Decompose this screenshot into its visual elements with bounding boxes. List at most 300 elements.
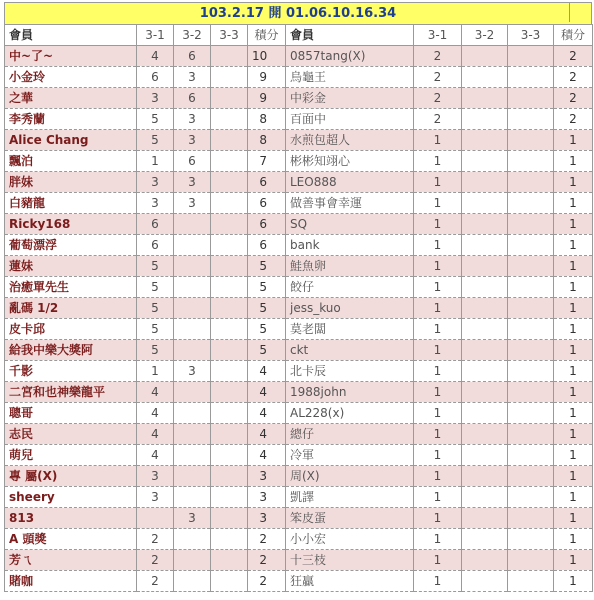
points-left: 9: [248, 67, 286, 88]
score-3-1-left: 2: [137, 571, 174, 592]
score-3-1-left: 6: [137, 235, 174, 256]
points-right: 1: [554, 403, 593, 424]
member-name-right: ckt: [286, 340, 414, 361]
table-row: [5, 340, 593, 361]
score-3-1-right: 1: [414, 550, 462, 571]
points-left: 4: [248, 361, 286, 382]
score-3-2-left: [174, 550, 211, 571]
score-3-2-left: [174, 298, 211, 319]
score-3-1-left: 4: [137, 382, 174, 403]
score-table-body: [5, 25, 593, 592]
score-3-3-right: [508, 487, 554, 508]
member-name-left: 胖妹: [5, 172, 137, 193]
points-left: 5: [248, 340, 286, 361]
score-3-3-right: [508, 466, 554, 487]
points-right: 1: [554, 508, 593, 529]
member-name-right: 凱譯: [286, 487, 414, 508]
score-3-2-right: [462, 361, 508, 382]
score-3-3-left: [211, 88, 248, 109]
score-3-3-left: [211, 67, 248, 88]
points-right: 2: [554, 109, 593, 130]
points-left: 6: [248, 172, 286, 193]
points-left: 5: [248, 298, 286, 319]
score-3-1-right: 2: [414, 88, 462, 109]
score-3-3-left: [211, 172, 248, 193]
points-left: 7: [248, 151, 286, 172]
score-3-1-left: 3: [137, 466, 174, 487]
table-row: [5, 256, 593, 277]
table-row: [5, 67, 593, 88]
points-left: 2: [248, 529, 286, 550]
table-row: [5, 298, 593, 319]
score-3-3-right: [508, 550, 554, 571]
score-3-3-right: [508, 361, 554, 382]
score-3-2-right: [462, 109, 508, 130]
member-name-right: 冷軍: [286, 445, 414, 466]
score-3-2-right: [462, 256, 508, 277]
score-3-2-right: [462, 319, 508, 340]
score-3-2-left: [174, 529, 211, 550]
score-3-3-left: [211, 277, 248, 298]
member-name-right: 烏龜王: [286, 67, 414, 88]
member-name-left: 葡萄漂浮: [5, 235, 137, 256]
header-points-left: 積分: [248, 25, 286, 46]
score-3-2-right: [462, 67, 508, 88]
score-3-3-right: [508, 214, 554, 235]
points-left: 3: [248, 508, 286, 529]
table-row: [5, 466, 593, 487]
member-name-right: bank: [286, 235, 414, 256]
points-left: 5: [248, 256, 286, 277]
table-row: [5, 550, 593, 571]
score-3-3-left: [211, 382, 248, 403]
score-3-3-left: [211, 487, 248, 508]
points-right: 1: [554, 361, 593, 382]
member-name-right: 水煎包超人: [286, 130, 414, 151]
score-3-2-left: [174, 403, 211, 424]
points-right: 1: [554, 256, 593, 277]
score-3-1-right: 1: [414, 193, 462, 214]
points-left: 8: [248, 130, 286, 151]
score-3-2-right: [462, 382, 508, 403]
score-3-1-left: 3: [137, 172, 174, 193]
score-3-3-left: [211, 361, 248, 382]
score-3-2-left: [174, 382, 211, 403]
score-3-2-right: [462, 193, 508, 214]
score-3-1-right: 1: [414, 130, 462, 151]
points-right: 1: [554, 214, 593, 235]
member-name-left: sheery: [5, 487, 137, 508]
table-row: [5, 130, 593, 151]
member-name-left: 亂碼 1/2: [5, 298, 137, 319]
score-3-2-right: [462, 445, 508, 466]
score-3-3-left: [211, 445, 248, 466]
score-3-2-right: [462, 235, 508, 256]
score-3-2-left: 3: [174, 130, 211, 151]
score-3-2-left: [174, 466, 211, 487]
score-3-2-right: [462, 466, 508, 487]
score-3-2-left: 3: [174, 172, 211, 193]
score-3-3-left: [211, 193, 248, 214]
header-3-3-right: 3-3: [508, 25, 554, 46]
score-3-1-left: 2: [137, 550, 174, 571]
table-row: [5, 445, 593, 466]
points-right: 1: [554, 466, 593, 487]
member-name-left: 蓮妹: [5, 256, 137, 277]
score-3-1-right: 1: [414, 172, 462, 193]
score-3-2-left: 6: [174, 88, 211, 109]
score-3-2-left: [174, 319, 211, 340]
score-3-3-left: [211, 424, 248, 445]
score-3-3-left: [211, 151, 248, 172]
points-right: 1: [554, 235, 593, 256]
points-right: 1: [554, 424, 593, 445]
score-3-2-left: [174, 235, 211, 256]
score-3-1-left: [137, 508, 174, 529]
score-3-3-right: [508, 340, 554, 361]
table-row: [5, 88, 593, 109]
score-3-2-left: [174, 256, 211, 277]
score-3-2-right: [462, 172, 508, 193]
score-3-1-right: 1: [414, 298, 462, 319]
score-3-3-left: [211, 109, 248, 130]
member-name-left: 小金玲: [5, 67, 137, 88]
member-name-left: 皮卡邱: [5, 319, 137, 340]
score-3-2-right: [462, 571, 508, 592]
member-name-left: 之華: [5, 88, 137, 109]
score-3-1-right: 1: [414, 235, 462, 256]
score-3-1-right: 2: [414, 67, 462, 88]
score-3-1-left: 3: [137, 193, 174, 214]
points-right: 1: [554, 382, 593, 403]
score-3-1-right: 1: [414, 487, 462, 508]
header-member-left: 會員: [5, 25, 137, 46]
points-right: 1: [554, 340, 593, 361]
points-right: 1: [554, 571, 593, 592]
score-3-2-right: [462, 151, 508, 172]
score-3-1-right: 1: [414, 508, 462, 529]
member-name-right: 莫老闆: [286, 319, 414, 340]
score-3-2-left: 3: [174, 193, 211, 214]
score-3-1-left: 5: [137, 340, 174, 361]
score-3-3-right: [508, 151, 554, 172]
member-name-right: 小小宏: [286, 529, 414, 550]
member-name-left: 芳ㄟ: [5, 550, 137, 571]
score-3-2-left: [174, 214, 211, 235]
table-row: [5, 109, 593, 130]
table-row: [5, 151, 593, 172]
score-3-3-right: [508, 88, 554, 109]
member-name-right: 北卡辰: [286, 361, 414, 382]
member-name-right: AL228(x): [286, 403, 414, 424]
header-3-1-left: 3-1: [137, 25, 174, 46]
score-3-2-right: [462, 88, 508, 109]
table-row: [5, 424, 593, 445]
score-3-1-left: 4: [137, 403, 174, 424]
score-3-2-left: [174, 571, 211, 592]
points-left: 9: [248, 88, 286, 109]
header-row: [5, 25, 593, 46]
table-row: [5, 382, 593, 403]
member-name-left: Alice Chang: [5, 130, 137, 151]
member-name-right: 百面中: [286, 109, 414, 130]
score-3-1-right: 1: [414, 361, 462, 382]
score-3-3-right: [508, 256, 554, 277]
score-3-2-left: 3: [174, 361, 211, 382]
points-left: 4: [248, 403, 286, 424]
member-name-left: 給我中樂大獎阿: [5, 340, 137, 361]
member-name-right: 笨皮蛋: [286, 508, 414, 529]
score-3-3-left: [211, 466, 248, 487]
score-3-2-left: 3: [174, 67, 211, 88]
member-name-right: 做善事會幸運: [286, 193, 414, 214]
member-name-right: 周(X): [286, 466, 414, 487]
member-name-right: 0857tang(X): [286, 46, 414, 67]
member-name-left: 飄泊: [5, 151, 137, 172]
table-row: [5, 214, 593, 235]
score-3-3-right: [508, 424, 554, 445]
header-member-right: 會員: [286, 25, 414, 46]
member-name-right: 餃仔: [286, 277, 414, 298]
member-name-left: 千影: [5, 361, 137, 382]
points-left: 3: [248, 487, 286, 508]
score-3-3-left: [211, 298, 248, 319]
score-3-1-right: 2: [414, 46, 462, 67]
score-3-3-right: [508, 571, 554, 592]
points-right: 2: [554, 88, 593, 109]
table-row: [5, 508, 593, 529]
score-3-3-right: [508, 445, 554, 466]
score-3-2-right: [462, 403, 508, 424]
score-3-3-left: [211, 256, 248, 277]
member-name-left: 賭咖: [5, 571, 137, 592]
points-left: 6: [248, 235, 286, 256]
score-3-3-left: [211, 340, 248, 361]
points-right: 1: [554, 151, 593, 172]
score-3-2-right: [462, 508, 508, 529]
member-name-right: 彬彬知翊心: [286, 151, 414, 172]
points-left: 2: [248, 571, 286, 592]
points-left: 5: [248, 277, 286, 298]
points-right: 1: [554, 319, 593, 340]
member-name-right: 鮭魚卵: [286, 256, 414, 277]
points-left: 5: [248, 319, 286, 340]
score-3-3-left: [211, 550, 248, 571]
member-name-left: 李秀蘭: [5, 109, 137, 130]
score-3-1-left: 4: [137, 46, 174, 67]
score-3-1-left: 4: [137, 445, 174, 466]
points-left: 3: [248, 466, 286, 487]
points-left: 4: [248, 382, 286, 403]
score-3-2-right: [462, 46, 508, 67]
score-3-3-right: [508, 403, 554, 424]
points-right: 2: [554, 67, 593, 88]
points-right: 1: [554, 193, 593, 214]
score-3-1-left: 6: [137, 214, 174, 235]
score-3-3-right: [508, 508, 554, 529]
points-right: 1: [554, 529, 593, 550]
points-right: 1: [554, 445, 593, 466]
score-3-3-right: [508, 298, 554, 319]
member-name-left: 813: [5, 508, 137, 529]
table-row: [5, 571, 593, 592]
score-3-1-right: 1: [414, 151, 462, 172]
score-3-1-left: 2: [137, 529, 174, 550]
member-name-left: A 頭獎: [5, 529, 137, 550]
score-3-3-right: [508, 46, 554, 67]
score-3-2-right: [462, 130, 508, 151]
points-left: 8: [248, 109, 286, 130]
score-3-1-left: 6: [137, 67, 174, 88]
score-3-2-right: [462, 340, 508, 361]
score-3-3-left: [211, 508, 248, 529]
member-name-left: 聰哥: [5, 403, 137, 424]
table-row: [5, 319, 593, 340]
score-3-1-left: 3: [137, 88, 174, 109]
score-3-1-right: 1: [414, 445, 462, 466]
score-3-1-right: 1: [414, 340, 462, 361]
member-name-right: SQ: [286, 214, 414, 235]
score-3-3-right: [508, 109, 554, 130]
table-row: [5, 46, 593, 67]
points-left: 4: [248, 424, 286, 445]
score-3-3-right: [508, 172, 554, 193]
points-right: 1: [554, 487, 593, 508]
header-3-2-right: 3-2: [462, 25, 508, 46]
score-table: [4, 24, 593, 592]
score-3-1-left: 1: [137, 151, 174, 172]
table-row: [5, 361, 593, 382]
score-3-1-right: 1: [414, 403, 462, 424]
member-name-right: LEO888: [286, 172, 414, 193]
table-row: [5, 193, 593, 214]
score-3-3-left: [211, 571, 248, 592]
header-3-3-left: 3-3: [211, 25, 248, 46]
score-3-2-left: [174, 445, 211, 466]
header-points-right: 積分: [554, 25, 593, 46]
score-3-3-left: [211, 529, 248, 550]
score-3-2-left: 3: [174, 109, 211, 130]
score-3-2-left: [174, 424, 211, 445]
score-3-1-right: 1: [414, 277, 462, 298]
score-3-2-right: [462, 298, 508, 319]
score-3-3-right: [508, 382, 554, 403]
table-row: [5, 529, 593, 550]
score-3-2-right: [462, 424, 508, 445]
member-name-right: 十三枝: [286, 550, 414, 571]
member-name-left: 志民: [5, 424, 137, 445]
score-3-2-left: 3: [174, 508, 211, 529]
score-3-3-left: [211, 235, 248, 256]
points-right: 1: [554, 550, 593, 571]
points-right: 1: [554, 172, 593, 193]
score-3-1-right: 1: [414, 424, 462, 445]
score-3-2-left: 6: [174, 151, 211, 172]
score-3-3-left: [211, 130, 248, 151]
member-name-left: 中~了~: [5, 46, 137, 67]
score-3-2-left: [174, 340, 211, 361]
score-3-1-left: 5: [137, 277, 174, 298]
score-3-3-right: [508, 235, 554, 256]
sheet-corner: [569, 2, 592, 22]
member-name-right: 1988john: [286, 382, 414, 403]
score-3-1-left: 5: [137, 130, 174, 151]
score-3-1-right: 2: [414, 109, 462, 130]
points-left: 6: [248, 214, 286, 235]
score-3-1-right: 1: [414, 571, 462, 592]
member-name-left: 專 屬(X): [5, 466, 137, 487]
points-left: 2: [248, 550, 286, 571]
score-3-2-right: [462, 529, 508, 550]
score-3-1-left: 1: [137, 361, 174, 382]
score-3-3-left: [211, 214, 248, 235]
score-3-1-right: 1: [414, 319, 462, 340]
table-row: [5, 235, 593, 256]
points-left: 4: [248, 445, 286, 466]
member-name-right: 狂贏: [286, 571, 414, 592]
points-right: 1: [554, 277, 593, 298]
score-3-1-right: 1: [414, 382, 462, 403]
score-3-3-left: [211, 46, 248, 67]
header-3-2-left: 3-2: [174, 25, 211, 46]
table-row: [5, 487, 593, 508]
member-name-left: 萌兒: [5, 445, 137, 466]
points-right: 1: [554, 130, 593, 151]
score-3-3-right: [508, 319, 554, 340]
member-name-left: 治癒單先生: [5, 277, 137, 298]
member-name-left: Ricky168: [5, 214, 137, 235]
score-3-2-right: [462, 214, 508, 235]
member-name-right: 中彩金: [286, 88, 414, 109]
member-name-left: 二宮和也神樂龍平: [5, 382, 137, 403]
score-3-1-left: 5: [137, 256, 174, 277]
points-left: 10: [248, 46, 286, 67]
score-3-1-right: 1: [414, 529, 462, 550]
table-row: [5, 403, 593, 424]
member-name-left: 白豬龍: [5, 193, 137, 214]
score-3-1-left: 5: [137, 319, 174, 340]
draw-banner: 103.2.17 開 01.06.10.16.34: [4, 2, 592, 24]
table-row: [5, 172, 593, 193]
score-3-3-left: [211, 403, 248, 424]
score-3-2-left: [174, 277, 211, 298]
score-3-2-left: 6: [174, 46, 211, 67]
member-name-right: 總仔: [286, 424, 414, 445]
score-3-1-left: 4: [137, 424, 174, 445]
score-3-1-left: 5: [137, 109, 174, 130]
member-name-right: jess_kuo: [286, 298, 414, 319]
score-3-1-right: 1: [414, 214, 462, 235]
score-3-2-left: [174, 487, 211, 508]
table-row: [5, 277, 593, 298]
points-right: 1: [554, 298, 593, 319]
points-right: 2: [554, 46, 593, 67]
score-3-3-right: [508, 277, 554, 298]
score-3-3-right: [508, 193, 554, 214]
score-3-3-right: [508, 130, 554, 151]
points-left: 6: [248, 193, 286, 214]
score-3-2-right: [462, 550, 508, 571]
score-3-2-right: [462, 487, 508, 508]
score-3-2-right: [462, 277, 508, 298]
score-3-3-right: [508, 67, 554, 88]
score-3-1-left: 5: [137, 298, 174, 319]
score-3-1-right: 1: [414, 466, 462, 487]
score-3-3-right: [508, 529, 554, 550]
score-3-3-left: [211, 319, 248, 340]
header-3-1-right: 3-1: [414, 25, 462, 46]
score-3-1-right: 1: [414, 256, 462, 277]
